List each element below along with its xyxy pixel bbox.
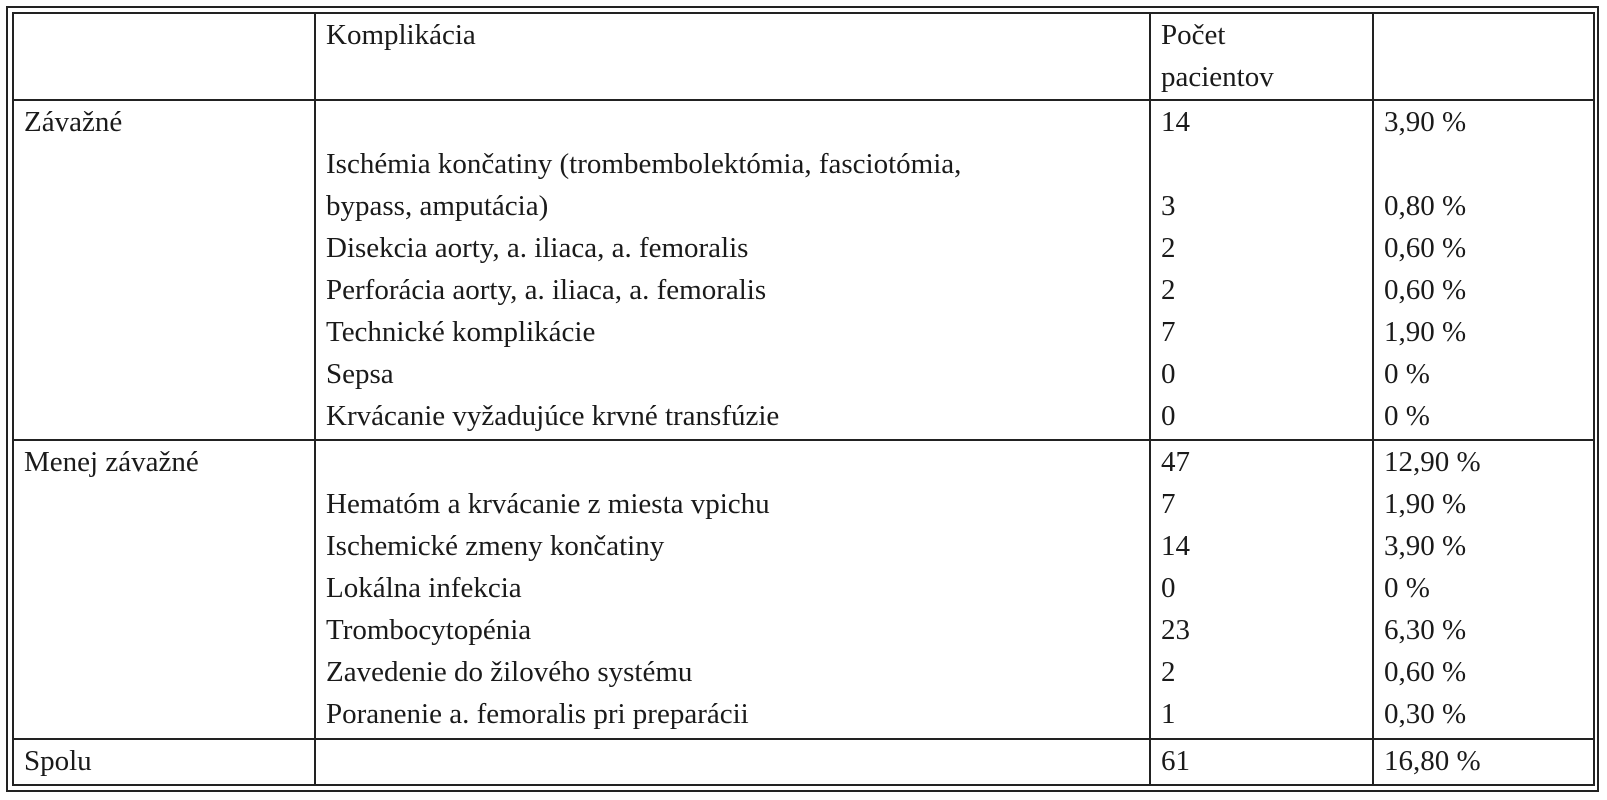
- spacer-line: [326, 101, 1149, 143]
- header-cell-empty: [13, 13, 315, 100]
- group-less-severe: [13, 440, 1594, 738]
- item-count: 2: [1161, 273, 1176, 306]
- group-total-pct: 3,90 %: [1384, 105, 1467, 138]
- item-label: Sepsa: [326, 357, 394, 390]
- group-percents: [1373, 100, 1594, 441]
- header-count-line2: pacientov: [1161, 61, 1274, 93]
- group-percents: [1373, 440, 1594, 738]
- item-label: Ischémia končatiny (trombembolektómia, fasciotómia,: [326, 147, 962, 180]
- total-row: [13, 739, 1594, 785]
- header-complication: Komplikácia: [315, 13, 1150, 100]
- item-pct: 3,90 %: [1384, 530, 1467, 563]
- item-pct: 0 %: [1384, 399, 1430, 432]
- item-count: 7: [1161, 315, 1176, 348]
- item-count: 2: [1161, 231, 1176, 264]
- header-patient-count: [1150, 13, 1373, 100]
- item-pct: 0,80 %: [1384, 189, 1467, 222]
- item-label: Poranenie a. femoralis pri preparácii: [326, 698, 749, 731]
- item-count: 2: [1161, 656, 1176, 689]
- header-cell-percent: [1373, 13, 1594, 100]
- total-pct: 16,80 %: [1373, 739, 1594, 785]
- group-label: Menej závažné: [13, 440, 315, 738]
- item-count: 0: [1161, 399, 1176, 432]
- item-label: Trombocytopénia: [326, 614, 532, 647]
- item-count: 23: [1161, 614, 1190, 647]
- group-severe: [13, 100, 1594, 441]
- item-label: Disekcia aorty, a. iliaca, a. femoralis: [326, 231, 749, 264]
- total-count: 61: [1150, 739, 1373, 785]
- item-label: Hematóm a krvácanie z miesta vpichu: [326, 488, 770, 521]
- item-pct: 0,30 %: [1384, 698, 1467, 731]
- group-total-count: 47: [1161, 446, 1190, 479]
- item-count: 0: [1161, 357, 1176, 390]
- item-label: Perforácia aorty, a. iliaca, a. femoralis: [326, 273, 767, 306]
- item-pct: 6,30 %: [1384, 614, 1467, 647]
- item-count: 3: [1161, 189, 1176, 222]
- item-pct: 1,90 %: [1384, 315, 1467, 348]
- item-pct: 0,60 %: [1384, 231, 1467, 264]
- item-pct: 0 %: [1384, 572, 1430, 605]
- spacer-line: [1161, 143, 1372, 185]
- complications-table: [12, 12, 1595, 786]
- header-count-line1: Počet: [1161, 19, 1226, 51]
- item-label: Technické komplikácie: [326, 315, 596, 348]
- item-pct: 1,90 %: [1384, 488, 1467, 521]
- item-pct: 0,60 %: [1384, 656, 1467, 689]
- item-count: 1: [1161, 698, 1176, 731]
- group-total-count: 14: [1161, 105, 1190, 138]
- group-items: [315, 100, 1150, 441]
- spacer-line: [1384, 143, 1593, 185]
- item-label: Lokálna infekcia: [326, 572, 522, 605]
- group-counts: [1150, 100, 1373, 441]
- item-label: Krvácanie vyžadujúce krvné transfúzie: [326, 399, 780, 432]
- item-label: Ischemické zmeny končatiny: [326, 530, 665, 563]
- group-label: Závažné: [13, 100, 315, 441]
- item-label: Zavedenie do žilového systému: [326, 656, 693, 689]
- item-pct: 0,60 %: [1384, 273, 1467, 306]
- item-count: 0: [1161, 572, 1176, 605]
- item-count: 7: [1161, 488, 1176, 521]
- spacer-line: [326, 441, 1149, 483]
- group-items: [315, 440, 1150, 738]
- item-count: 14: [1161, 530, 1190, 563]
- total-empty: [315, 739, 1150, 785]
- total-label: Spolu: [13, 739, 315, 785]
- group-counts: [1150, 440, 1373, 738]
- group-total-pct: 12,90 %: [1384, 446, 1481, 479]
- item-pct: 0 %: [1384, 357, 1430, 390]
- header-row: [13, 13, 1594, 100]
- item-label: bypass, amputácia): [326, 189, 549, 222]
